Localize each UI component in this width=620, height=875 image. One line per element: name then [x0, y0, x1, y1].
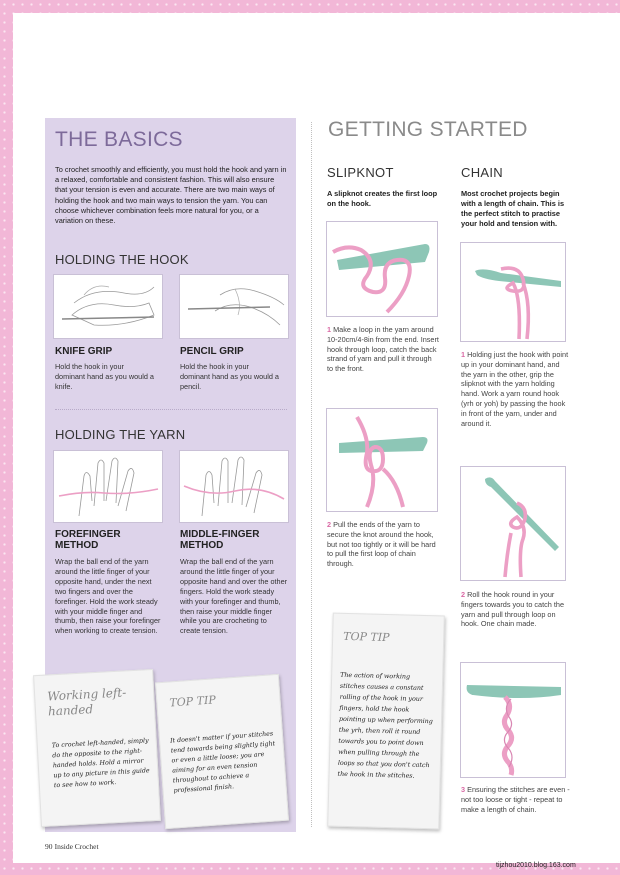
- pencil-grip-title: PENCIL GRIP: [180, 346, 244, 357]
- middle-finger-method-title: MIDDLE-FINGER METHOD: [180, 529, 260, 551]
- chain-heading: CHAIN: [461, 165, 503, 180]
- source-credit: tijzhou2010.blog.163.com: [496, 862, 576, 869]
- slipknot-step2-text: Pull the ends of the yarn to secure the knot around the hook, but not too tightly or it will be hard to pull the first loop of chain through.: [327, 520, 436, 569]
- holding-hook-heading: HOLDING THE HOOK: [55, 252, 189, 267]
- chain-step1: [461, 350, 571, 428]
- hand-with-yarn-forefinger-illustration: [54, 451, 162, 522]
- chain-step3-text: Ensuring the stitches are even - not too loose or tight - repeat to make a length of chain.: [461, 785, 570, 814]
- basics-title: THE BASICS: [55, 128, 183, 151]
- getting-started-top-tip-text: The action of working stitches causes a constant rolling of the hook in your fingers, hold the hook pointing up when performing the yrh, then roll it round towards you to point down when pulling through the loops so that you don't catch the hook in the stitches.: [337, 671, 433, 780]
- slipknot-loop-illustration: [327, 222, 437, 316]
- knife-grip-text: Hold the hook in your dominant hand as you would a knife.: [55, 362, 154, 391]
- slipknot-step1-text: Make a loop in the yarn around 10-20cm/4-8in from the end. Insert hook through loop, catch the back strand of yarn and pull it through to the front.: [327, 325, 439, 374]
- left-handed-note-text: To crochet left-handed, simply do the opposite to the right-handed holds. Hold a mirror up to any picture in this guide to see how to work.: [51, 737, 150, 790]
- getting-started-title: GETTING STARTED: [328, 118, 528, 141]
- basics-top-tip-note: [155, 674, 289, 829]
- basics-top-tip-title: TOP TIP: [169, 693, 217, 710]
- getting-started-top-tip-note: [327, 613, 445, 830]
- middle-finger-method-photo: [179, 450, 289, 523]
- chain-step3-number: 3: [461, 785, 466, 794]
- hand-with-yarn-middle-finger-illustration: [180, 451, 288, 522]
- slipknot-heading: SLIPKNOT: [327, 165, 394, 180]
- slipknot-step1-photo: [326, 221, 438, 317]
- slipknot-step1: [327, 325, 439, 374]
- chain-pull-through-illustration: [461, 467, 565, 580]
- slipknot-lead: A slipknot creates the first loop on the hook.: [327, 189, 438, 208]
- chain-step1-number: 1: [461, 350, 466, 359]
- chain-step1-photo: [460, 242, 566, 342]
- chain-step2-number: 2: [461, 590, 466, 599]
- left-handed-note-title: Working left-handed: [46, 685, 127, 719]
- knife-grip-title: KNIFE GRIP: [55, 346, 113, 357]
- chain-length-illustration: [461, 663, 565, 777]
- forefinger-method-text: Wrap the ball end of the yarn around the little finger of your opposite hand, under the next two fingers and over the forefinger. Hold the work steady with your middle finger and thumb, then raise your forefinger when working to create tension.: [55, 557, 161, 636]
- slipknot-step1-number: 1: [327, 325, 332, 334]
- middle-finger-method-text: Wrap the ball end of the yarn around the little finger of your opposite hand and over the other fingers. Hold the work steady with your forefinger and thumb, then raise your middle finger while you are crocheting to create tension.: [180, 557, 288, 636]
- getting-started-top-tip-title: TOP TIP: [343, 629, 390, 645]
- chain-step1-text: Holding just the hook with point up in your dominant hand, and the yarn in the other, grip the slipknot with the yarn holding hand. Work a yarn round hook (yrh or yoh) by passing the hook in front of the yarn, under and around it.: [461, 350, 569, 428]
- column-divider: [311, 122, 312, 827]
- chain-yarn-round-hook-illustration: [461, 243, 565, 341]
- chain-step3: [461, 785, 571, 814]
- slipknot-tightened-illustration: [327, 409, 437, 511]
- pencil-grip-photo: [179, 274, 289, 339]
- pencil-grip-text: Hold the hook in your dominant hand as you would a pencil.: [180, 362, 279, 391]
- page-number: 90: [45, 842, 53, 851]
- chain-lead: Most crochet projects begin with a length of chain. This is the perfect stitch to practise your hold and tension with.: [461, 189, 565, 228]
- left-handed-note: [33, 669, 161, 827]
- forefinger-method-title: FOREFINGER METHOD: [55, 529, 121, 551]
- hand-holding-hook-knife-illustration: [54, 275, 162, 338]
- publication-name: Inside Crochet: [54, 842, 99, 851]
- slipknot-step2-photo: [326, 408, 438, 512]
- holding-yarn-heading: HOLDING THE YARN: [55, 427, 186, 442]
- basics-intro: To crochet smoothly and efficiently, you must hold the hook and yarn in a relaxed, comfortable and consistent fashion. This will also ensure that your tension is even and accurate. There are two main ways of holding the hook and two main ways to tension the yarn. You can choose whichever combination feels more natural for you, or a variation on these.: [55, 165, 287, 226]
- slipknot-step2-number: 2: [327, 520, 332, 529]
- forefinger-method-photo: [53, 450, 163, 523]
- basics-top-tip-text: It doesn't matter if your stitches tend towards being slightly tight or even a little loose; you are aiming for an even tension throughout to achieve a professional finish.: [169, 730, 276, 795]
- page-footer: [45, 842, 99, 851]
- chain-step2-photo: [460, 466, 566, 581]
- chain-step2-text: Roll the hook round in your fingers towards you to catch the yarn and pull through loop on hook. One chain made.: [461, 590, 565, 629]
- chain-step2: [461, 590, 571, 629]
- hand-holding-hook-pencil-illustration: [180, 275, 288, 338]
- knife-grip-photo: [53, 274, 163, 339]
- chain-step3-photo: [460, 662, 566, 778]
- section-divider: [55, 409, 287, 410]
- slipknot-step2: [327, 520, 439, 569]
